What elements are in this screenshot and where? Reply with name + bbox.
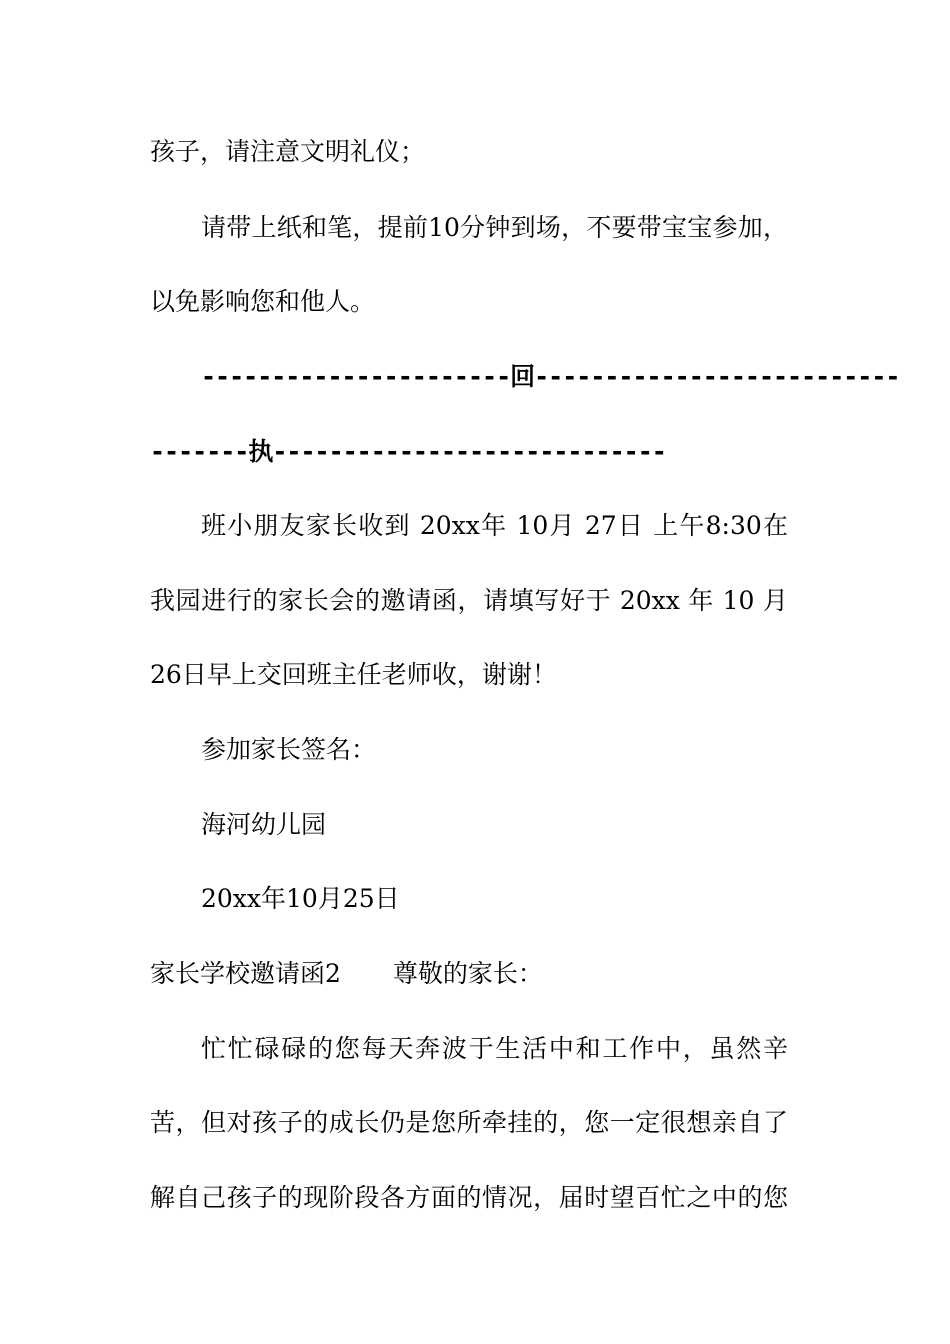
tear-off-divider: ----------------------回--------------------------: [201, 362, 900, 391]
paragraph-line: 请带上纸和笔，提前10分钟到场，不要带宝宝参加，: [201, 213, 788, 242]
paragraph-line: 忙忙碌碌的您每天奔波于生活中和工作中，虽然辛: [201, 1034, 788, 1063]
paragraph-line: 班小朋友家长收到 20xx年 10月 27日 上午8:30在: [201, 511, 788, 540]
paragraph-line: 我园进行的家长会的邀请函，请填写好于 20xx 年 10 月: [150, 586, 788, 615]
paragraph-line: 解自己孩子的现阶段各方面的情况，届时望百忙之中的您: [150, 1183, 788, 1212]
paragraph-line: 苦，但对孩子的成长仍是您所牵挂的，您一定很想亲自了: [150, 1108, 788, 1137]
section-title: 家长学校邀请函2: [150, 959, 341, 988]
salutation: 尊敬的家长：: [392, 959, 543, 988]
paragraph-line: 孩子，请注意文明礼仪；: [150, 137, 426, 166]
tear-off-divider: -------执----------------------------: [150, 437, 666, 466]
paragraph-line: 以免影响您和他人。: [150, 287, 376, 316]
sender-name: 海河幼儿园: [201, 810, 327, 839]
date-line: 20xx年10月25日: [201, 884, 400, 913]
heading-line: [150, 957, 543, 991]
signature-label: 参加家长签名：: [201, 735, 377, 764]
paragraph-line: 26日早上交回班主任老师收，谢谢！: [150, 660, 557, 689]
